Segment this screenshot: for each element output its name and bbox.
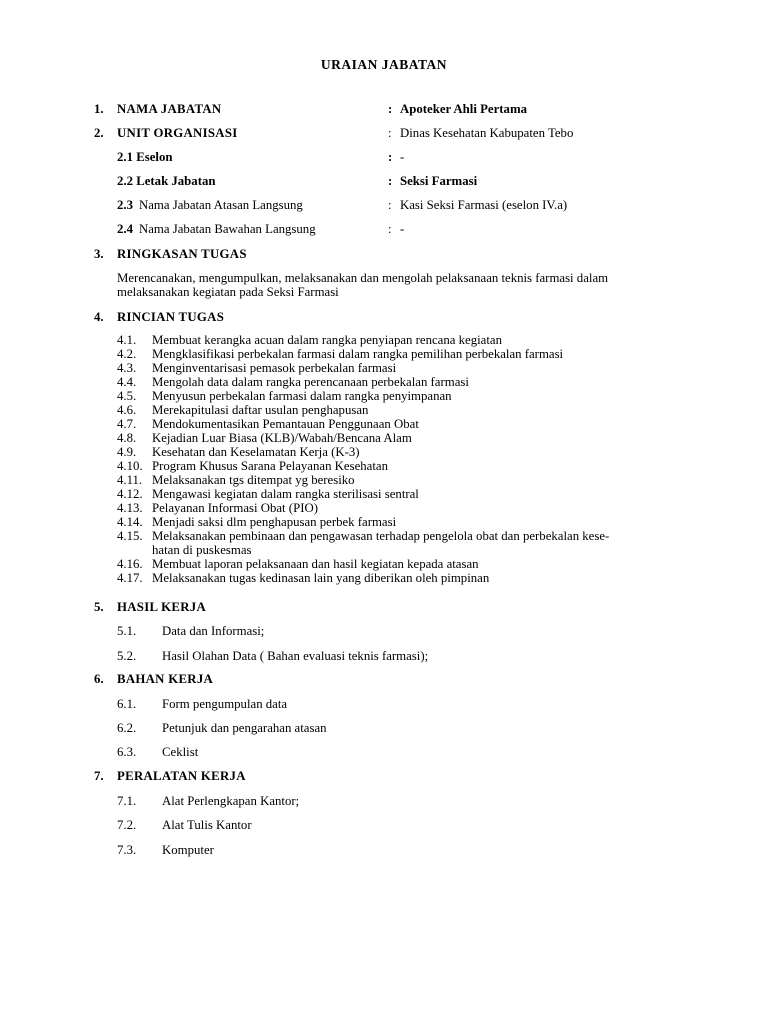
section-2-2-value: Seksi Farmasi xyxy=(400,174,478,188)
section-5-label: HASIL KERJA xyxy=(117,600,206,614)
task-item-number: 4.11. xyxy=(117,473,143,487)
task-item-number: 4.15. xyxy=(117,529,143,543)
equipment-item-number: 7.2. xyxy=(117,818,137,832)
task-item-text: Pelayanan Informasi Obat (PIO) xyxy=(152,501,318,515)
section-6-label: BAHAN KERJA xyxy=(117,672,214,686)
task-item-text: Menginventarisasi pemasok perbekalan farmasi xyxy=(152,361,397,375)
task-item-text: Melaksanakan tgs ditempat yg beresiko xyxy=(152,473,355,487)
task-item-number: 4.3. xyxy=(117,361,137,375)
section-5-number: 5. xyxy=(94,600,104,614)
section-3-number: 3. xyxy=(94,247,104,261)
section-2-2-colon: : xyxy=(388,174,393,188)
task-item-number: 4.1. xyxy=(117,333,137,347)
task-item-text: Mengawasi kegiatan dalam rangka sterilisasi sentral xyxy=(152,487,419,501)
section-6-number: 6. xyxy=(94,672,104,686)
equipment-item-text: Alat Tulis Kantor xyxy=(162,818,252,832)
section-7-label: PERALATAN KERJA xyxy=(117,769,246,783)
result-item-number: 5.1. xyxy=(117,624,137,638)
section-2-4-colon: : xyxy=(388,222,392,236)
material-item-number: 6.1. xyxy=(117,697,137,711)
task-item-number: 4.6. xyxy=(117,403,137,417)
task-item-number: 4.14. xyxy=(117,515,143,529)
page-title: URAIAN JABATAN xyxy=(320,57,448,72)
section-4-label: RINCIAN TUGAS xyxy=(117,310,225,324)
task-item-number: 4.12. xyxy=(117,487,143,501)
section-2-1-value: - xyxy=(400,150,405,164)
section-2-3-label: Nama Jabatan Atasan Langsung xyxy=(139,198,303,212)
section-2-3-value: Kasi Seksi Farmasi (eselon IV.a) xyxy=(400,198,568,212)
section-2-label: UNIT ORGANISASI xyxy=(117,126,238,140)
task-item-number: 4.7. xyxy=(117,417,137,431)
section-2-3-number: 2.3 xyxy=(117,198,133,212)
summary-text-line-1: Merencanakan, mengumpulkan, melaksanakan dan mengolah pelaksanaan teknis farmasi dalam xyxy=(117,271,609,285)
task-item-number: 4.10. xyxy=(117,459,143,473)
task-item-text: Mengklasifikasi perbekalan farmasi dalam rangka pemilihan perbekalan farmasi xyxy=(152,347,564,361)
equipment-item-number: 7.1. xyxy=(117,794,137,808)
material-item-number: 6.2. xyxy=(117,721,137,735)
task-item-text: Melaksanakan pembinaan dan pengawasan terhadap pengelola obat dan perbekalan kese- xyxy=(152,529,610,543)
equipment-item-number: 7.3. xyxy=(117,843,137,857)
section-2-number: 2. xyxy=(94,126,104,140)
section-1-number: 1. xyxy=(94,102,104,116)
task-item-number: 4.16. xyxy=(117,557,143,571)
task-item-text: Membuat laporan pelaksanaan dan hasil kegiatan kepada atasan xyxy=(152,557,479,571)
result-item-text: Data dan Informasi; xyxy=(162,624,265,638)
section-2-value: Dinas Kesehatan Kabupaten Tebo xyxy=(400,126,574,140)
material-item-text: Petunjuk dan pengarahan atasan xyxy=(162,721,327,735)
task-item-text: Menyusun perbekalan farmasi dalam rangka penyimpanan xyxy=(152,389,452,403)
summary-text-line-2: melaksanakan kegiatan pada Seksi Farmasi xyxy=(117,285,339,299)
section-1-colon: : xyxy=(388,102,393,116)
task-item-number: 4.9. xyxy=(117,445,137,459)
task-item-number: 4.5. xyxy=(117,389,137,403)
section-1-label: NAMA JABATAN xyxy=(117,102,222,116)
task-item-number: 4.17. xyxy=(117,571,143,585)
task-item-text: Menjadi saksi dlm penghapusan perbek farmasi xyxy=(152,515,397,529)
section-2-2-label: 2.2 Letak Jabatan xyxy=(117,174,216,188)
task-item-number: 4.13. xyxy=(117,501,143,515)
section-2-4-number: 2.4 xyxy=(117,222,133,236)
material-item-text: Ceklist xyxy=(162,745,199,759)
task-item-text: Kesehatan dan Keselamatan Kerja (K-3) xyxy=(152,445,360,459)
task-item-number: 4.8. xyxy=(117,431,137,445)
section-2-colon: : xyxy=(388,126,392,140)
task-item-text: Mengolah data dalam rangka perencanaan perbekalan farmasi xyxy=(152,375,469,389)
section-2-4-value: - xyxy=(400,222,405,236)
section-2-1-label: 2.1 Eselon xyxy=(117,150,173,164)
section-1-value: Apoteker Ahli Pertama xyxy=(400,102,528,116)
task-item-text: Program Khusus Sarana Pelayanan Kesehatan xyxy=(152,459,388,473)
task-item-text: Kejadian Luar Biasa (KLB)/Wabah/Bencana Alam xyxy=(152,431,412,445)
equipment-item-text: Komputer xyxy=(162,843,214,857)
task-item-number: 4.4. xyxy=(117,375,137,389)
equipment-item-text: Alat Perlengkapan Kantor; xyxy=(162,794,300,808)
material-item-text: Form pengumpulan data xyxy=(162,697,288,711)
section-2-4-label: Nama Jabatan Bawahan Langsung xyxy=(139,222,316,236)
task-item-text: Melaksanakan tugas kedinasan lain yang diberikan oleh pimpinan xyxy=(152,571,490,585)
task-item-number: 4.2. xyxy=(117,347,137,361)
task-item-text: Mendokumentasikan Pemantauan Penggunaan Obat xyxy=(152,417,419,431)
section-2-3-colon: : xyxy=(388,198,392,212)
result-item-number: 5.2. xyxy=(117,649,137,663)
task-item-text: Membuat kerangka acuan dalam rangka penyiapan rencana kegiatan xyxy=(152,333,502,347)
task-item-text-continuation: hatan di puskesmas xyxy=(152,543,252,557)
section-7-number: 7. xyxy=(94,769,104,783)
section-3-label: RINGKASAN TUGAS xyxy=(117,247,247,261)
section-4-number: 4. xyxy=(94,310,104,324)
material-item-number: 6.3. xyxy=(117,745,137,759)
task-item-text: Merekapitulasi daftar usulan penghapusan xyxy=(152,403,369,417)
result-item-text: Hasil Olahan Data ( Bahan evaluasi teknis farmasi); xyxy=(162,649,429,663)
section-2-1-colon: : xyxy=(388,150,393,164)
